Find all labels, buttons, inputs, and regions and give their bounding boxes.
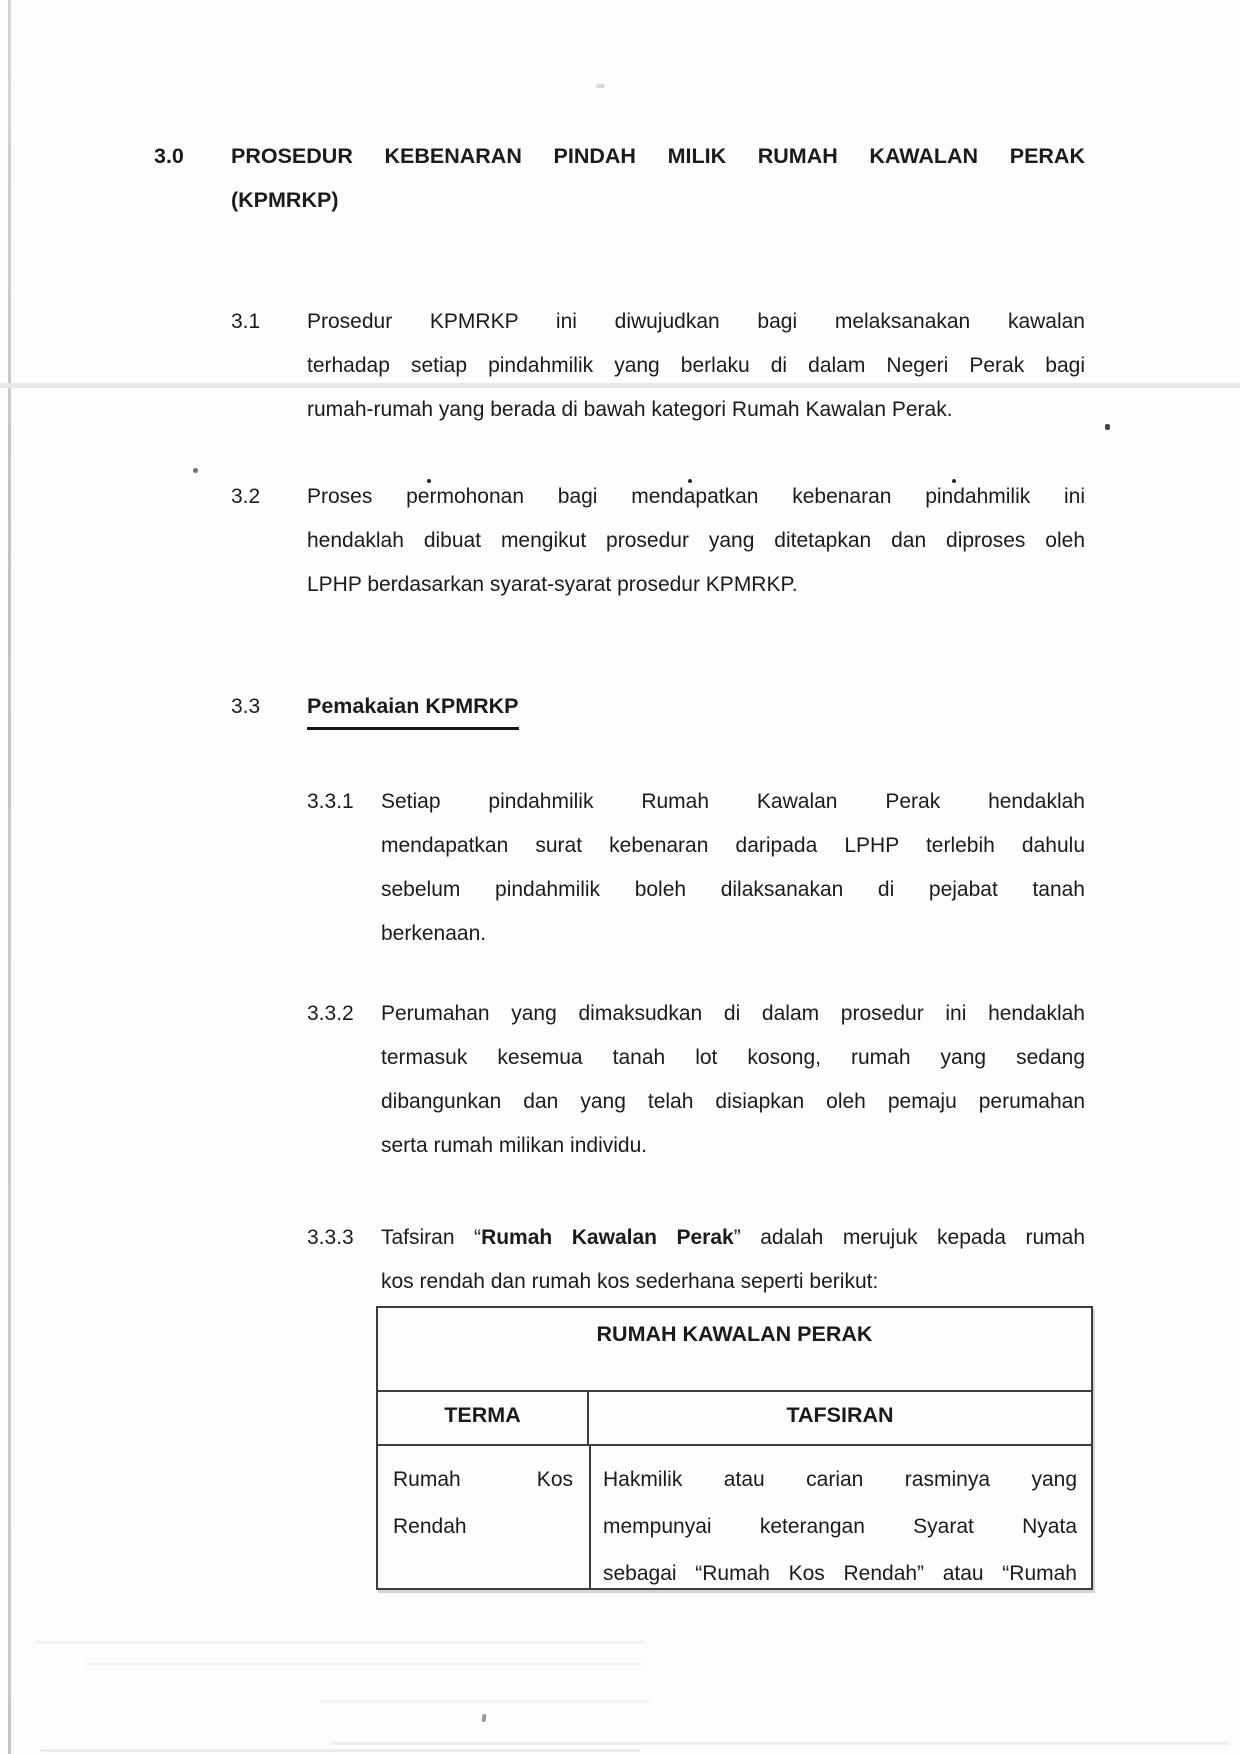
clause-number: 3.3.1 bbox=[307, 790, 354, 813]
table-data-row bbox=[378, 1446, 1091, 1588]
clause-text bbox=[307, 475, 1085, 607]
text-line: serta rumah milikan individu. bbox=[381, 1134, 648, 1157]
text-line: terhadap setiap pindahmilik yang berlaku di dalam Negeri Perak bagi bbox=[307, 354, 1085, 377]
scan-speck-artifact bbox=[1105, 424, 1110, 430]
clause-3-1 bbox=[231, 300, 1085, 432]
clause-number: 3.3 bbox=[231, 695, 261, 718]
section-heading-text bbox=[231, 134, 1085, 222]
table-header-row bbox=[378, 1392, 1091, 1446]
clause-text-line: Tafsiran “Rumah Kawalan Perak” adalah merujuk kepada rumah bbox=[381, 1226, 1085, 1249]
text-line: mendapatkan surat kebenaran daripada LPHP terlebih dahulu bbox=[381, 834, 1085, 857]
clause-3-3-1 bbox=[307, 780, 1085, 956]
text-line: Perumahan yang dimaksudkan di dalam prosedur ini hendaklah bbox=[381, 1002, 1085, 1025]
table-cell-tafsiran bbox=[591, 1446, 1091, 1588]
clause-3-3 bbox=[231, 685, 1085, 729]
text-line: LPHP berdasarkan syarat-syarat prosedur KPMRKP. bbox=[307, 573, 798, 596]
clause-3-3-3 bbox=[307, 1216, 1085, 1304]
text-line: (KPMRKP) bbox=[231, 188, 339, 212]
clause-text bbox=[307, 300, 1085, 432]
text-line: sebelum pindahmilik boleh dilaksanakan di pejabat tanah bbox=[381, 878, 1085, 901]
scan-streak-artifact bbox=[330, 1742, 1230, 1745]
text-line: Hakmilik atau carian rasminya yang bbox=[603, 1468, 1077, 1491]
text-line: Proses permohonan bagi mendapatkan kebenaran pindahmilik ini bbox=[307, 485, 1085, 508]
section-number: 3.0 bbox=[154, 144, 184, 168]
clause-text-line: kos rendah dan rumah kos sederhana seperti berikut: bbox=[381, 1270, 879, 1293]
scan-streak-artifact bbox=[85, 1663, 645, 1665]
text-line: Rendah bbox=[393, 1515, 467, 1538]
clause-subheading bbox=[307, 685, 1085, 729]
text-line: PROSEDUR KEBENARAN PINDAH MILIK RUMAH KAWALAN PERAK bbox=[231, 144, 1085, 168]
text-line: sebagai “Rumah Kos Rendah” atau “Rumah bbox=[603, 1562, 1077, 1585]
scan-speck-artifact bbox=[193, 468, 198, 473]
text-line: rumah-rumah yang berada di bawah kategori Rumah Kawalan Perak. bbox=[307, 398, 953, 421]
definition-table bbox=[376, 1306, 1093, 1590]
scan-streak-artifact bbox=[40, 1749, 640, 1752]
clause-number: 3.2 bbox=[231, 485, 261, 508]
text-line: dibangunkan dan yang telah disiapkan oleh pemaju perumahan bbox=[381, 1090, 1085, 1113]
clause-text bbox=[381, 992, 1085, 1168]
section-heading-3-0 bbox=[154, 134, 1085, 222]
text-line: Rumah Kos bbox=[393, 1468, 573, 1491]
text-line: hendaklah dibuat mengikut prosedur yang ditetapkan dan diproses oleh bbox=[307, 529, 1085, 552]
scan-streak-artifact bbox=[320, 1700, 650, 1702]
clause-text bbox=[381, 1216, 1085, 1304]
bold-term: Rumah Kawalan Perak bbox=[481, 1226, 734, 1249]
scan-speck-artifact bbox=[596, 84, 605, 88]
text-line: mempunyai keterangan Syarat Nyata bbox=[603, 1515, 1077, 1538]
text-line: Setiap pindahmilik Rumah Kawalan Perak hendaklah bbox=[381, 790, 1085, 813]
clause-text bbox=[381, 780, 1085, 956]
clause-3-3-2 bbox=[307, 992, 1085, 1168]
clause-3-2 bbox=[231, 475, 1085, 607]
scan-streak-artifact bbox=[35, 1641, 645, 1644]
text-line: termasuk kesemua tanah lot kosong, rumah yang sedang bbox=[381, 1046, 1085, 1069]
scan-edge-line-artifact bbox=[8, 0, 11, 1754]
text-line: berkenaan. bbox=[381, 922, 487, 945]
clause-number: 3.3.3 bbox=[307, 1226, 354, 1249]
table-title: RUMAH KAWALAN PERAK bbox=[378, 1308, 1091, 1392]
underlined-subheading: Pemakaian KPMRKP bbox=[307, 686, 519, 730]
table-header-terma: TERMA bbox=[378, 1392, 589, 1444]
table-header-tafsiran: TAFSIRAN bbox=[786, 1403, 894, 1427]
clause-number: 3.1 bbox=[231, 310, 261, 333]
text-line: Prosedur KPMRKP ini diwujudkan bagi melaksanakan kawalan bbox=[307, 310, 1085, 333]
scan-speck-artifact bbox=[481, 1714, 486, 1722]
clause-number: 3.3.2 bbox=[307, 1002, 354, 1025]
table-cell-terma bbox=[378, 1446, 591, 1588]
